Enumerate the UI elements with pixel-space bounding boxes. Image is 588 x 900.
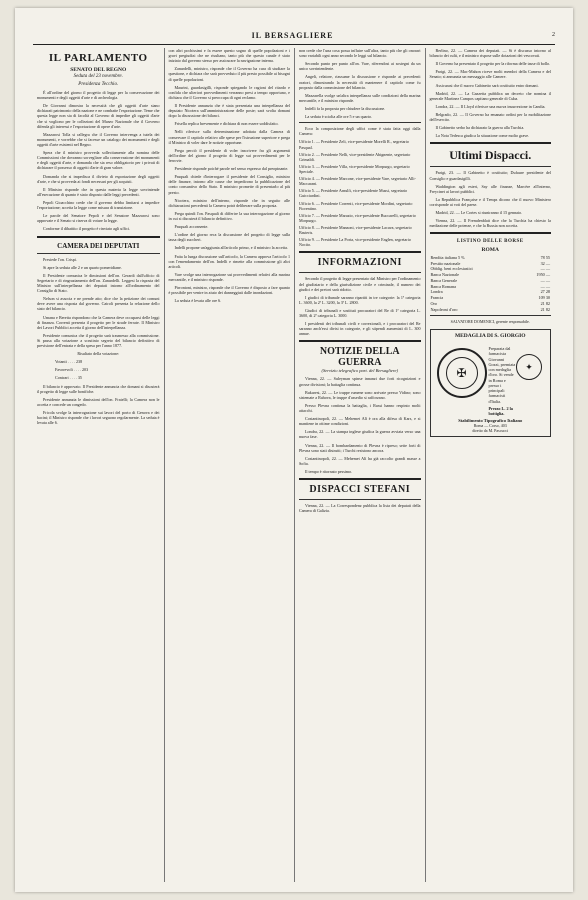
war-news: Vienna, 22. — Il bombardamento di Plevna è ripreso; sette forti di Plevna sono stati distrutti; i Turchi resistono ancora. <box>299 442 421 453</box>
borse-label: Londra <box>430 289 443 295</box>
paragraph: Presidente risponde poiché parole nel senso espresso dal preopinante. <box>174 166 289 172</box>
ufficio-entry: Ufficio 3. — Presidente Villa, vice-presidente Morpurgo, segretario Speciale. <box>299 163 410 174</box>
divider <box>299 122 421 123</box>
newspaper-title: IL BERSAGLIERE <box>251 30 334 40</box>
presidenza: Presidenza Tecchio. <box>78 82 119 87</box>
dispatch: Vienna, 22. — Il Fremdenblatt dice che la Turchia ha chiesto la mediazione delle potenze, e che la Russia non accetta. <box>429 218 551 229</box>
borse-label: Prestito nazionale <box>430 260 461 266</box>
war-news: Londra, 22. — La stampa inglese giudica la guerra avviata verso una nuova fase. <box>299 429 421 440</box>
vote-row: Votanti . . . . 238 <box>55 359 83 365</box>
notizie-heading: NOTIZIE DELLA GUERRA <box>319 346 400 369</box>
paragraph: Indelli fa la proposta per chiudere la discussione. <box>305 105 386 111</box>
ad-footer <box>434 415 548 434</box>
paragraph: È all'ordine del giorno il progetto di legge per la conservazione dei monumenti e degli oggetti d'arte e di archeologia. <box>37 90 160 101</box>
borse-value: — — <box>540 283 550 289</box>
divider <box>299 478 421 480</box>
dispatch: Madrid, 22. — La Gazzetta pubblica un decreto che nomina il generale Martinez Campos capitano generale di Cuba. <box>429 90 551 101</box>
paragraph: Pasquali chiede d'interrogare il presidente del Consiglio, ministro delle finanze, intorno alle cause che impedirono la pubblicazione del conto consuntivo dello Stato. Il ministro promette di presentarlo al più presto. <box>168 174 290 195</box>
ultimi-dispacci-heading: Ultimi Dispacci. <box>449 148 532 163</box>
ad-body <box>489 346 517 416</box>
paragraph: Angeli, relatore, riassume la discussione e risponde ai precedenti oratori, dimostrando la necessità di mantenere il capitolo come fu proposto dalla commissione del bilancio. <box>299 74 421 90</box>
newspaper-page <box>15 8 573 892</box>
paragraph: Pepoli Gioacchino crede che il governo debba limitarsi a impedire l'esportazione; accetta la legge come misura di transizione. <box>37 199 160 211</box>
paragraph: Umana e Beretta rispondono che la Camera deve occuparsi delle leggi di finanza. Correnti presenta il progetto per le strade ferrate. Il Ministro dei Lavori Pubblici accetta il giorno dell'interpellanza. <box>37 314 160 330</box>
medal-icon: ✦ <box>516 354 542 380</box>
divider <box>430 315 552 316</box>
paragraph: Secondo punto per punto all'on. Vare, riferendosi ai sostegni da un unico sovrintendente. <box>299 61 421 72</box>
borse-label: Banca Generale <box>430 277 458 283</box>
divider <box>299 340 421 342</box>
divider <box>430 166 552 167</box>
dispatch: Belgrado, 22. — Il Governo ha emanato ordini per la mobilitazione dell'esercito. <box>429 111 551 123</box>
paragraph: Le parole del Senatore Pepoli e del Senatore Mazzarosi sono approvate e il Senato si riserva di votare la legge. <box>37 213 160 224</box>
columns <box>33 48 555 882</box>
ad-title: MEDAGLIA DI S. GIORGIO <box>454 333 526 340</box>
borse-label: Banca Romana <box>430 283 456 289</box>
paragraph: Nelson si associa e ne prende atto; dice che la petizione dei comuni deve avere una risposta dal governo. Cairoli presenta la relazione dello stato del bilancio. <box>37 296 160 312</box>
ufficio-entry: Ufficio 6. — Presidente Correnti, vice-presidente Mordini, segretario Fiorentino. <box>299 200 413 211</box>
borse-table <box>430 254 552 312</box>
borse-value: 32 — <box>540 260 550 266</box>
ad-price: Prezzo L. 2 la bottiglia. <box>488 405 513 417</box>
borse-row <box>430 306 552 312</box>
vote-row: Favorevoli . . . . 203 <box>55 367 89 373</box>
paragraph: Presidente comunica che il progetto sarà trasmesso alla commissione. Si passa alla votazione a scrutinio segreto del bilancio definitivo di previsione dell'entrata e della spesa per l'anno 1877. <box>37 332 160 349</box>
dispatch: La Repubblica Française e il Temps dicono che il nuovo Ministero corrisponde ai voti del paese. <box>429 196 551 207</box>
paragraph: Prega perciò il presidente di voler inscrivere fra gli argomenti dell'ordine del giorno il progetto di legge sui provvedimenti per le ferrovie. <box>168 147 290 163</box>
paragraph: La seduta è levata alle ore 6. <box>174 298 222 304</box>
divider <box>37 236 160 238</box>
vote-label: Votanti <box>55 359 67 365</box>
paragraph: Domanda che si impedisca il divieto di esportazione degli oggetti d'arte, e che si provveda ai fondi necessari per gli acquisti. <box>37 173 160 184</box>
paragraph: Spera che il ministro provveda sollecitamente alla nomina delle Commissioni che dovranno sorvegliare alla conservazione dei monumenti e degli oggetti d'arte, e domanda che sia reso obbligatorio per i privati di dichiarare il possesso di oggetti d'arte di gran valore. <box>37 150 160 171</box>
paragraph: Maurini, guardasigilli, risponde spiegando le ragioni del ritardo e confida che ulteriori provvedimenti verranno presi a tempo opportuno, e dichiara che il Governo si preoccupa di ogni reclamo. <box>168 84 290 100</box>
borse-city: ROMA <box>481 247 499 254</box>
seal-emblem-icon <box>437 348 487 398</box>
paragraph: Vare svolge una interrogazione sui provvedimenti relativi alla marina mercantile, e il ministro risponde. <box>168 271 290 282</box>
column-4 <box>425 48 556 882</box>
war-news: Costantinopoli, 22. — Mehemet Alì è ora alla difesa di Kars, e si mantiene in ottime condizioni. <box>299 416 421 427</box>
borse-value: 1950 — <box>536 272 550 278</box>
borse-value: 78 55 <box>540 254 550 260</box>
vote-value: 203 <box>81 367 89 373</box>
paragraph: I presidenti dei tribunali civili e correzionali, e i procuratori del Re saranno anch'essi divisi in categorie, e gli stipendi aumentati di L. 300 annue. <box>299 321 421 337</box>
paragraph: Fricola svolge la interrogazione sui lavori del porto di Genova e dei bacini; il Ministro risponde che i lavori seguono regolarmente. La seduta è levata alle 6. <box>37 410 160 426</box>
dispatch: Il Gabinetto serbo ha dichiarato la guerra alla Turchia. <box>435 125 525 131</box>
informazioni-heading: INFORMAZIONI <box>317 257 402 269</box>
paragraph: Giudici di tribunali e sostituti procuratori del Re di 1ª categoria L. 3600, di 2ª categoria L. 3000. <box>299 307 421 319</box>
borse-label: Rendita italiana 5 % <box>430 254 465 260</box>
ufficio-entry: Ufficio 1. — Presidente Zeli, vice-presidente Morelli R., segretario Pasqual. <box>299 139 409 150</box>
paragraph: Frisella replica brevemente e dichiara di non essere soddisfatto. <box>174 121 279 127</box>
paragraph: I giudici di tribunale saranno ripartiti in tre categorie: la 1ª categoria L. 3600, la 2ª L. 3200, la 3ª L. 2800. <box>299 294 421 305</box>
seduta-date: Seduta del 23 novembre. <box>73 74 123 79</box>
senato-heading: SENATO DEL REGNO <box>70 67 127 73</box>
paragraph: Si apre la seduta alle 2 e un quarto pomeridiane. <box>43 264 122 270</box>
paragraph: Indelli propone un'aggiunta all'articolo primo, e il ministro la accetta. <box>174 245 288 251</box>
ufficio-entry: Ufficio 4. — Presidente Marcone, vice-presidente Vare, segretario Alli-Maccarani. <box>299 176 416 187</box>
running-header <box>33 26 555 45</box>
paragraph: Mazzarella svolge un'altra interpellanza sulle condizioni della marina mercantile, e il ministro risponde. <box>299 92 421 103</box>
borse-label: Obblig. beni ecclesiastici <box>430 266 473 272</box>
paragraph: Zanardelli, ministro, risponde che il Governo ha cura di studiare la questione, e dichiara che sarà provveduto il più presto possibile ai bisogni di quelle popolazioni. <box>168 66 290 82</box>
paragraph: Il Presidente comunica le dimissioni dell'on. Gerardi dall'ufficio di Segretario e di ringraziamento dell'on. Zanardelli. Leggesi la risposta del Ministro sull'interpellanza dei deputati intorno all'ordinamento del Consiglio di Stato. <box>37 272 160 294</box>
paragraph: Mazzarosi Tolla si rallegra che il Governo intervenga a tutela dei monumenti, e vorrebbe che si facesse un catalogo dei monumenti e degli oggetti d'arte esistenti nel Regno. <box>37 131 160 147</box>
paragraph: Presiede l'on. Crispi. <box>43 256 77 262</box>
paragraph: Secondo il progetto di legge presentato dal Ministro per l'ordinamento del giudiziario e della giurisdizione civile e criminale, il numero dei giudici e dei pretori sarà ridotto. <box>299 276 421 292</box>
borse-label: Banca Nazionale <box>430 272 459 278</box>
paragraph: Presidente annunzia le dimissioni dell'on. Fratelli; la Camera non le accetta e concede un congedo. <box>37 396 160 407</box>
divider <box>430 232 552 234</box>
printer-director: diretto da M. Pascucci <box>472 428 509 434</box>
seal-cross-icon: ✠ <box>446 357 478 389</box>
borse-value: 21 82 <box>540 301 550 307</box>
paragraph: Il Presidente annunzia che è stata presentata una interpellanza del deputato Nicotera sull'amministrazione delle poste; sarà svolta domani dopo la discussione dei bilanci. <box>168 102 290 119</box>
vote-result-heading: Risultato della votazione: <box>77 351 120 357</box>
borse-label: Oro <box>430 301 438 307</box>
vote-label: Favorevoli <box>55 367 73 373</box>
paragraph: L'ordine del giorno reca la discussione del progetto di legge sulla tassa degli zuccheri. <box>168 232 290 243</box>
vote-row: Contrari . . . . 35 <box>55 375 82 381</box>
paragraph: Il bilancio è approvato. Il Presidente annuncia che domani si discuterà il progetto di legge sulle bonifiche. <box>37 383 160 394</box>
divider <box>37 253 160 254</box>
column-3 <box>294 48 425 882</box>
ufficio-entry: Ufficio 7. — Presidente Marazio, vice-presidente Buccarelli, segretario Morpurgo. <box>299 212 416 223</box>
dispatch: Parigi, 22. — Mac-Mahon riceve molti membri della Camera e del Senato; si annunzia un messaggio alle Camere. <box>429 69 551 80</box>
section-heading-parlamento: IL PARLAMENTO <box>48 52 148 64</box>
borse-value: — — <box>540 277 550 283</box>
divider <box>299 499 421 500</box>
printer-name: Stabilimento Tipografico Italiano <box>458 417 523 423</box>
war-news: Presso Plevna continua la battaglia, i Russi hanno respinto molti attacchi. <box>299 402 421 414</box>
vote-value: 238 <box>75 359 83 365</box>
borse-value: 27 28 <box>540 289 550 295</box>
paragraph: Pirrontoni, ministro, risponde che il Governo è disposto a fare quanto è possibile per venire in aiuto dei danneggiati dalle inondazioni. <box>168 285 290 296</box>
dispatch: Londra, 22. — Il Lloyd riferisce una nuova insurrezione in Candia. <box>435 103 546 109</box>
borse-value: — — <box>540 266 550 272</box>
vote-label: Contrari <box>55 375 69 381</box>
gerente-line: SALVATORE DOMENICI, gerente responsabile. <box>450 319 530 325</box>
ufficio-entry: Ufficio 5. — Presidente Arnulfi, vice-presidente Mussi, segretario Guicciardini. <box>299 188 408 199</box>
notizie-subheading: (Servizio telegrafico part. del Bersagliere) <box>321 368 398 374</box>
column-1 <box>33 48 164 882</box>
war-news: Costantinopoli, 22. — Mehemet Alì ha già raccolto grandi masse a Sofia. <box>299 455 421 466</box>
page-number: 2 <box>552 32 555 38</box>
war-news: Vienna, 22. — Suleyman spinse innanzi due forti ricognizioni e grosse divisioni; la battaglia continua. <box>299 376 421 387</box>
uffici-intro: Ecco la composizione degli uffici come è stata fatta oggi dalla Camera: <box>299 126 421 137</box>
borse-value: 21 82 <box>540 306 550 312</box>
dispatch: Parigi, 23. — Il Gabinetto è costituito; Dufaure presidente del Consiglio e guardasigilli. <box>429 170 551 181</box>
advertisement <box>430 329 552 437</box>
war-news: Bukarest, 22. — Le truppe rumene sono arrivate presso Vidino; sono sistemate a Rahova, le truppe d'assedio si rafforzano. <box>299 389 421 400</box>
paragraph: Fatta la lunga discussione sull'articolo, la Camera approva l'articolo 1 con l'emendamento dell'on. Indelli e rimette alla commissione gli altri articoli. <box>168 253 290 269</box>
dispatch: Il Governo ha presentato il progetto per la riforma delle tasse di bollo. <box>435 61 551 67</box>
printer-address: Roma — Corso, 403 <box>473 423 507 429</box>
vote-value: 35 <box>77 375 82 381</box>
divider <box>299 272 421 273</box>
paragraph: Nelli riferisce sulla determinazione adottata dalla Camera di conservare il capitolo relativo alle spese per l'istruzione superiore e prega il Ministro di voler dare le notizie opportune. <box>168 129 290 145</box>
ad-text: Preparata dal farmacista Giovanni Gozzi, premiata con medaglia d'oro. Si vende in Roma e presso i principali farmacisti d'Italia. <box>488 346 516 404</box>
war-news: Il tempo è ritornato pessimo. <box>305 469 353 475</box>
divider <box>430 142 552 144</box>
ufficio-entry: Ufficio 8. — Presidente Manzoni, vice-presidente Lacava, segretario Basteris. <box>299 224 412 236</box>
camera-heading: CAMERA DEI DEPUTATI <box>57 241 140 250</box>
paragraph: La seduta è sciolta alle ore 5 e un quarto. <box>305 114 373 120</box>
dispatch: Waddington agli esteri, Say alle finanze, Marcère all'interno, Freycinet ai lavori pubblici. <box>429 183 551 194</box>
borse-heading: LISTINO DELLE BORSE <box>456 239 524 245</box>
paragraph: Pasquali acconsente. <box>174 224 209 230</box>
paragraph: con altri pochissimi e fa essere questo sogno di quelle popolazioni e i gravi pregiudizi che ne risultano, tanto più che questo canale è stato iniziato dal governo stesso per assicurare la navigazione interna. <box>168 48 290 64</box>
paragraph: non crede che l'una cosa possa influire sull'altra, tanto più che gli onorari sono variabili ogni anno secondo le leggi sul bilancio. <box>299 48 421 59</box>
paragraph: Conforme il dibattito il progetto è rinviato agli uffici. <box>43 226 131 232</box>
paragraph: Il Ministro risponde che in questa materia la legge sovrintende all'esecuzione di quanto è stato disposto dalle leggi precedenti. <box>37 186 160 197</box>
dispatch: Berlino, 22. — Camera dei deputati. — Si è discusso intorno al bilancio dei culti, e il ministro rispose sulle dotazioni dei vescovati. <box>429 48 551 59</box>
ufficio-entry: Ufficio 2. — Presidente Nelli, vice-presidente Abignente, segretario Grimaldi. <box>299 151 411 162</box>
borse-label: Napoleoni d'oro <box>430 306 458 312</box>
paragraph: Prega quindi l'on. Pasquali di differire la sua interrogazione al giorno in cui si discuterà il bilancio definitivo. <box>168 210 290 221</box>
divider <box>299 251 421 253</box>
borse-label: Francia <box>430 295 444 301</box>
dispatch: Madrid, 22. — Le Cortes si riuniranno il 15 gennaio. <box>435 210 523 216</box>
dispatch: Vienna, 22. — La Correspondenz pubblica la lista dei deputati della Camera di Galizia. <box>299 503 421 514</box>
borse-value: 109 30 <box>538 295 550 301</box>
column-2 <box>164 48 295 882</box>
dispatch: Assicurasi che il nuovo Gabinetto sarà costituito entro domani. <box>435 82 539 88</box>
dispatch: La Nota Tedesca giudica la situazione come molto grave. <box>435 133 530 139</box>
paragraph: Nicotera, ministro dell'interno, risponde che in seguito alle dichiarazioni precedenti la Camera potrà deliberare sulla proposta. <box>168 197 290 208</box>
ufficio-entry: Ufficio 9. — Presidente La Porta, vice-presidente Englen, segretario Nocito. <box>299 237 411 248</box>
dispacci-heading: DISPACCI STEFANI <box>309 484 411 496</box>
paragraph: De Giovanni dimostra la necessità che gli oggetti d'arte siano dichiarati patrimonio della nazione e ne combatte l'esportazione. Teme che questa legge non sia di facoltà al Governo di impedire gli oggetti d'arte che si vogliono per le collezioni del Museo Nazionale che il Governo difenda gli interessi e l'esportazione di opere d'arte. <box>37 103 160 129</box>
